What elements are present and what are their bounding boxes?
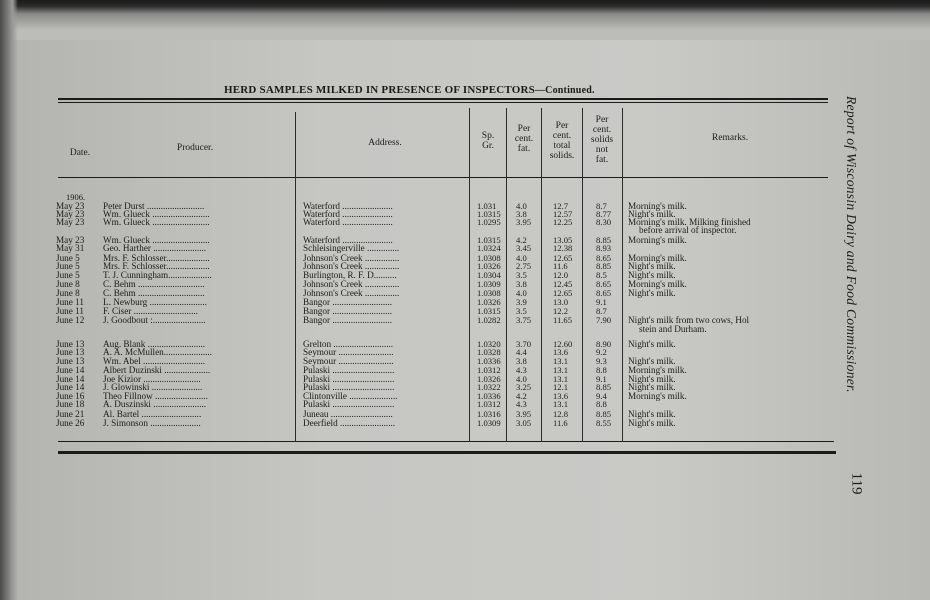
cell-fat: 3.5	[516, 270, 527, 280]
cell-solids-not-fat: 8.8	[596, 399, 607, 409]
cell-total-solids: 12.25	[553, 217, 573, 227]
cell-remarks: Night's milk.	[628, 409, 676, 419]
header-fat	[508, 124, 540, 154]
cell-producer: J. Goodbout :.......................	[103, 315, 206, 325]
cell-fat: 3.9	[516, 297, 527, 307]
cell-address: Bangor ..........................	[303, 306, 393, 316]
cell-producer: Wm. Glueck .........................	[103, 209, 210, 219]
cell-total-solids: 13.1	[553, 374, 569, 384]
cell-fat: 4.0	[516, 201, 527, 211]
cell-producer: Joe Kizior .........................	[103, 374, 201, 384]
cell-spgr: 1.0309	[477, 418, 501, 428]
cell-solids-not-fat: 8.7	[596, 306, 607, 316]
cell-fat: 3.5	[516, 306, 527, 316]
cell-date: June 11	[56, 306, 84, 316]
header-producer: Producer.	[176, 143, 214, 153]
cell-spgr: 1.0304	[477, 270, 501, 280]
header-spgr	[472, 131, 504, 151]
cell-spgr: 1.0315	[477, 209, 501, 219]
cell-date: June 14	[56, 382, 85, 392]
cell-fat: 3.8	[516, 279, 527, 289]
cell-spgr: 1.0324	[477, 243, 501, 253]
cell-date: June 14	[56, 374, 85, 384]
title-suffix: —Continued.	[534, 85, 595, 96]
cell-date: June 13	[56, 356, 85, 366]
cell-remarks: Morning's milk.	[628, 235, 687, 245]
cell-date: June 11	[56, 297, 84, 307]
cell-address: Seymour ........................	[303, 347, 394, 357]
cell-fat: 4.4	[516, 347, 527, 357]
cell-total-solids: 12.45	[553, 279, 573, 289]
cell-spgr: 1.0322	[477, 382, 501, 392]
header-spgr-1: Sp.	[481, 131, 495, 141]
header-snf-1: Per	[595, 115, 609, 125]
cell-date: May 23	[56, 209, 85, 219]
cell-spgr: 1.0282	[477, 315, 501, 325]
cell-producer: Mrs. F. Schlosser...................	[103, 261, 210, 271]
cell-producer: C. Behm .............................	[103, 288, 205, 298]
cell-fat: 3.8	[516, 356, 527, 366]
cell-solids-not-fat: 8.85	[596, 409, 612, 419]
header-address: Address.	[368, 138, 402, 148]
page-number: 119	[848, 472, 865, 495]
cell-date: June 21	[56, 409, 85, 419]
cell-spgr: 1.0295	[477, 217, 501, 227]
header-snf-4: not	[595, 145, 609, 155]
cell-spgr: 1.0336	[477, 356, 501, 366]
cell-address: Johnson's Creek ...............	[303, 261, 400, 271]
cell-address: Pulaski ...........................	[303, 365, 395, 375]
header-remarks: Remarks.	[711, 133, 749, 143]
cell-total-solids: 13.05	[553, 235, 573, 245]
running-head-text: Report of Wisconsin Dairy and Food Commissioner.	[844, 96, 859, 393]
cell-fat: 3.25	[516, 382, 532, 392]
cell-solids-not-fat: 8.65	[596, 253, 612, 263]
cell-address: Bangor ..........................	[303, 315, 393, 325]
cell-solids-not-fat: 8.5	[596, 270, 607, 280]
bottom-rule-thin	[58, 441, 834, 442]
cell-total-solids: 13.0	[553, 297, 569, 307]
cell-producer: Al. Bartel ..........................	[103, 409, 202, 419]
cell-spgr: 1.0309	[477, 279, 501, 289]
cell-address: Waterford ......................	[303, 235, 393, 245]
cell-total-solids: 13.1	[553, 399, 569, 409]
cell-solids-not-fat: 9.4	[596, 391, 607, 401]
cell-solids-not-fat: 9.1	[596, 374, 607, 384]
cell-address: Johnson's Creek ...............	[303, 288, 400, 298]
cell-spgr: 1.031	[477, 201, 497, 211]
cell-solids-not-fat: 8.85	[596, 261, 612, 271]
cell-remarks: Night's milk.	[628, 418, 676, 428]
scan-left-shadow	[0, 0, 18, 600]
cell-producer: L. Newburg .........................	[103, 297, 207, 307]
cell-producer: Wm. Glueck .........................	[103, 235, 210, 245]
title-text: HERD SAMPLES MILKED IN PRESENCE OF INSPECTORS	[224, 84, 535, 96]
header-snf-3: solids	[590, 135, 614, 145]
cell-address: Pulaski ...........................	[303, 399, 395, 409]
cell-address: Schleisingerville ..............	[303, 243, 400, 253]
cell-total-solids: 12.8	[553, 409, 569, 419]
cell-spgr: 1.0316	[477, 409, 501, 419]
header-spgr-2: Gr.	[482, 141, 494, 151]
cell-total-solids: 13.6	[553, 347, 569, 357]
cell-address: Pulaski ...........................	[303, 374, 395, 384]
cell-producer: C. Behm .............................	[103, 279, 205, 289]
cell-address: Clintonville .....................	[303, 391, 398, 401]
cell-solids-not-fat: 9.2	[596, 347, 607, 357]
cell-producer: Wm. Glueck .........................	[103, 217, 210, 227]
cell-address: Deerfield ........................	[303, 418, 396, 428]
cell-total-solids: 13.1	[553, 356, 569, 366]
cell-date: May 31	[56, 243, 85, 253]
cell-solids-not-fat: 9.3	[596, 356, 607, 366]
top-rule-thin	[58, 102, 828, 103]
bottom-rule	[58, 451, 836, 454]
header-solids-not-fat	[583, 115, 621, 165]
cell-spgr: 1.0328	[477, 347, 501, 357]
cell-total-solids: 12.60	[553, 339, 573, 349]
cell-solids-not-fat: 8.7	[596, 201, 607, 211]
running-head	[835, 96, 859, 536]
header-ts-1: Per	[555, 121, 569, 131]
cell-date: June 5	[56, 261, 80, 271]
cell-date: May 23	[56, 217, 85, 227]
cell-remarks: Morning's milk.	[628, 365, 687, 375]
cell-date: May 23	[56, 235, 85, 245]
cell-fat: 3.75	[516, 315, 532, 325]
header-rule	[58, 177, 828, 178]
header-ts-2: cent.	[552, 131, 572, 141]
cell-solids-not-fat: 8.85	[596, 235, 612, 245]
cell-address: Johnson's Creek ...............	[303, 279, 400, 289]
cell-total-solids: 12.38	[553, 243, 573, 253]
cell-fat: 4.2	[516, 391, 527, 401]
cell-producer: Mrs. F. Schlosser...................	[103, 253, 210, 263]
cell-date: June 18	[56, 399, 85, 409]
cell-spgr: 1.0312	[477, 365, 501, 375]
cell-date: June 5	[56, 270, 80, 280]
scan-edge-shadow	[0, 0, 930, 40]
year-label: 1906.	[66, 192, 86, 202]
cell-spgr: 1.0315	[477, 306, 501, 316]
cell-address: Juneau ...........................	[303, 409, 393, 419]
cell-producer: A. Duszinski .......................	[103, 399, 207, 409]
cell-producer: F. Ciser ............................	[103, 306, 198, 316]
cell-fat: 3.05	[516, 418, 532, 428]
cell-producer: Geo. Harther .......................	[103, 243, 207, 253]
cell-total-solids: 12.65	[553, 288, 573, 298]
cell-remarks: Morning's milk.	[628, 391, 687, 401]
header-ts-4: solids.	[549, 151, 575, 161]
cell-spgr: 1.0315	[477, 235, 501, 245]
cell-remarks: Night's milk.	[628, 261, 676, 271]
cell-solids-not-fat: 8.90	[596, 339, 612, 349]
header-snf-2: cent.	[592, 125, 612, 135]
cell-solids-not-fat: 8.30	[596, 217, 612, 227]
cell-date: June 16	[56, 391, 85, 401]
cell-total-solids: 12.2	[553, 306, 569, 316]
cell-spgr: 1.0336	[477, 391, 501, 401]
cell-remarks: Night's milk.	[628, 288, 676, 298]
cell-solids-not-fat: 8.85	[596, 382, 612, 392]
cell-spgr: 1.0308	[477, 288, 501, 298]
cell-producer: Albert Duzinski ....................	[103, 365, 211, 375]
header-ts-3: total	[553, 141, 571, 151]
cell-address: Waterford ......................	[303, 217, 393, 227]
cell-remarks: Morning's milk.	[628, 253, 687, 263]
cell-solids-not-fat: 8.77	[596, 209, 612, 219]
col-sep-address	[295, 112, 296, 442]
cell-date: May 23	[56, 201, 85, 211]
header-snf-5: fat.	[595, 155, 609, 165]
cell-fat: 3.95	[516, 409, 532, 419]
cell-solids-not-fat: 8.65	[596, 279, 612, 289]
cell-fat: 4.0	[516, 288, 527, 298]
col-sep-fat	[506, 108, 507, 442]
cell-date: June 8	[56, 279, 80, 289]
cell-date: June 12	[56, 315, 85, 325]
cell-producer: Peter Durst .........................	[103, 201, 205, 211]
cell-total-solids: 13.6	[553, 391, 569, 401]
cell-address: Johnson's Creek ...............	[303, 253, 400, 263]
cell-remarks: Night's milk.	[628, 209, 676, 219]
cell-spgr: 1.0312	[477, 399, 501, 409]
cell-address: Burlington, R. F. D..........	[303, 270, 397, 280]
cell-remarks: before arrival of inspector.	[639, 225, 737, 235]
cell-solids-not-fat: 8.65	[596, 288, 612, 298]
cell-spgr: 1.0320	[477, 339, 501, 349]
cell-date: June 13	[56, 347, 85, 357]
cell-fat: 4.0	[516, 253, 527, 263]
cell-remarks: stein and Durham.	[639, 324, 707, 334]
cell-remarks: Night's milk.	[628, 339, 676, 349]
cell-date: June 13	[56, 339, 85, 349]
header-date: Date.	[69, 148, 91, 158]
cell-solids-not-fat: 8.93	[596, 243, 612, 253]
cell-fat: 3.45	[516, 243, 532, 253]
cell-solids-not-fat: 9.1	[596, 297, 607, 307]
cell-total-solids: 11.65	[553, 315, 573, 325]
header-fat-1: Per	[517, 124, 531, 134]
cell-spgr: 1.0326	[477, 297, 501, 307]
cell-fat: 4.3	[516, 365, 527, 375]
cell-date: June 14	[56, 365, 85, 375]
header-fat-2: cent.	[514, 134, 534, 144]
cell-fat: 4.0	[516, 374, 527, 384]
top-rule	[58, 98, 828, 100]
table-title	[224, 84, 595, 96]
cell-remarks: Night's milk.	[628, 374, 676, 384]
cell-producer: J. Simonson ......................	[103, 418, 201, 428]
cell-remarks: Night's milk.	[628, 382, 676, 392]
cell-fat: 4.2	[516, 235, 527, 245]
cell-fat: 4.3	[516, 399, 527, 409]
cell-address: Waterford ......................	[303, 209, 393, 219]
cell-total-solids: 12.7	[553, 201, 569, 211]
cell-total-solids: 11.6	[553, 418, 568, 428]
cell-producer: A. A. McMullen.....................	[103, 347, 212, 357]
cell-solids-not-fat: 8.55	[596, 418, 612, 428]
col-sep-remarks	[622, 108, 623, 442]
cell-date: June 8	[56, 288, 80, 298]
cell-producer: T. J. Cunningham...................	[103, 270, 212, 280]
header-total-solids	[542, 121, 582, 161]
cell-total-solids: 11.6	[553, 261, 568, 271]
cell-solids-not-fat: 7.90	[596, 315, 612, 325]
cell-producer: J. Glowinski ......................	[103, 382, 203, 392]
cell-spgr: 1.0326	[477, 374, 501, 384]
cell-producer: Wm. Abel ...........................	[103, 356, 206, 366]
cell-address: Grelton ..........................	[303, 339, 394, 349]
cell-spgr: 1.0308	[477, 253, 501, 263]
cell-total-solids: 13.1	[553, 365, 569, 375]
cell-total-solids: 12.1	[553, 382, 569, 392]
cell-producer: Aug. Blank .........................	[103, 339, 206, 349]
cell-remarks: Morning's milk. Milking finished	[628, 217, 751, 227]
cell-fat: 2.75	[516, 261, 532, 271]
cell-fat: 3.8	[516, 209, 527, 219]
cell-remarks: Morning's milk.	[628, 201, 687, 211]
cell-address: Waterford ......................	[303, 201, 393, 211]
cell-total-solids: 12.65	[553, 253, 573, 263]
cell-address: Bangor ..........................	[303, 297, 393, 307]
cell-fat: 3.95	[516, 217, 532, 227]
cell-address: Seymour ........................	[303, 356, 394, 366]
cell-spgr: 1.0326	[477, 261, 501, 271]
cell-fat: 3.70	[516, 339, 532, 349]
cell-remarks: Night's milk from two cows, Hol	[628, 315, 750, 325]
col-sep-spgr	[469, 108, 470, 442]
cell-total-solids: 12.0	[553, 270, 569, 280]
cell-total-solids: 12.57	[553, 209, 573, 219]
cell-remarks: Night's milk.	[628, 270, 676, 280]
cell-date: June 26	[56, 418, 85, 428]
header-fat-3: fat.	[517, 144, 531, 154]
cell-remarks: Morning's milk.	[628, 279, 687, 289]
cell-remarks: Night's milk.	[628, 356, 676, 366]
cell-producer: Theo Fillnow .......................	[103, 391, 208, 401]
cell-date: June 5	[56, 253, 80, 263]
cell-solids-not-fat: 8.8	[596, 365, 607, 375]
cell-address: Pulaski ...........................	[303, 382, 395, 392]
